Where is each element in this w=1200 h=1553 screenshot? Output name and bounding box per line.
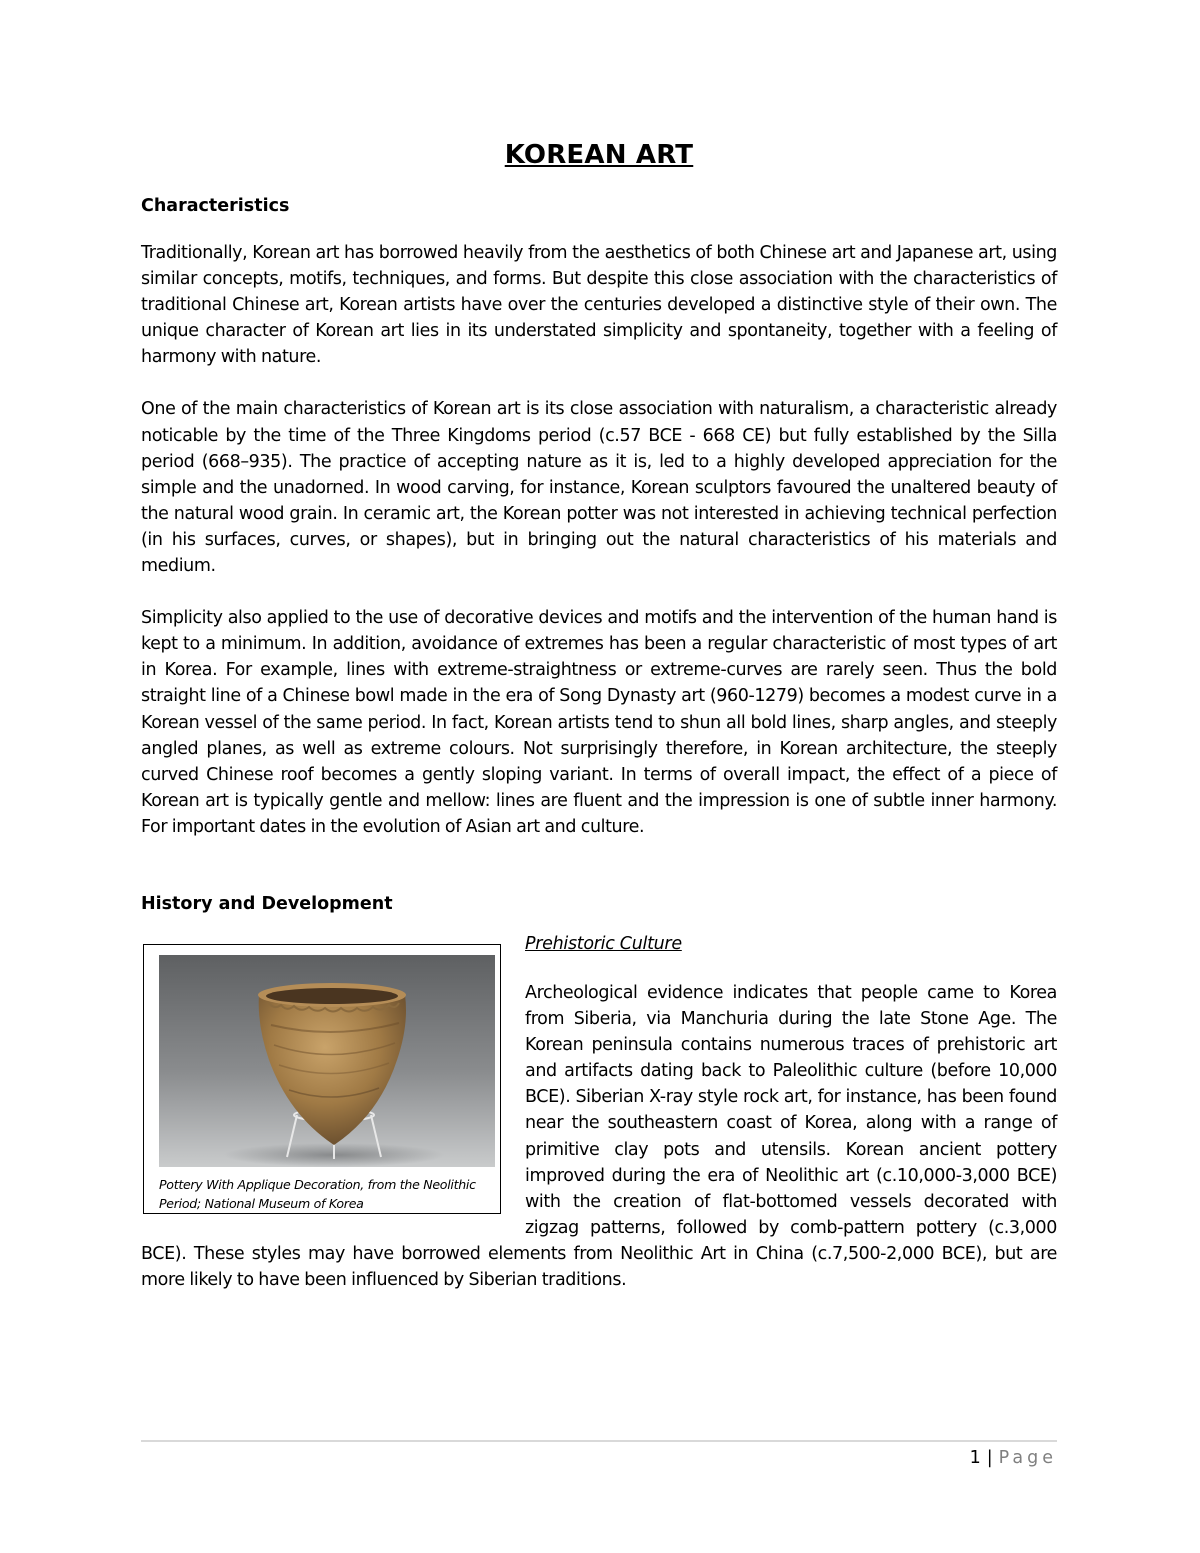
figure-pottery <box>143 944 501 1214</box>
paragraph: Simplicity also applied to the use of decorative devices and motifs and the intervention of the human hand is kept to a minimum. In addition, avoidance of extremes has been a regular characteristic of most types of art in Korea. For example, lines with extreme-straightness or extreme-curves are rarely seen. Thus the bold straight line of a Chinese bowl made in the era of Song Dynasty art (960-1279) becomes a modest curve in a Korean vessel of the same period. In fact, Korean artists tend to shun all bold lines, sharp angles, and steeply angled planes, as well as extreme colours. Not surprisingly therefore, in Korean architecture, the steeply curved Chinese roof becomes a gently sloping variant. In terms of overall impact, the effect of a piece of Korean art is typically gentle and mellow: lines are fluent and the impression is one of subtle inner harmony. For important dates in the evolution of Asian art and culture. <box>141 608 1057 837</box>
footer-separator: | <box>986 1448 993 1468</box>
footer-divider <box>141 1440 1057 1442</box>
figure-caption: Pottery With Applique Decoration, from the Neolithic Period; National Museum of Korea <box>159 1176 476 1211</box>
paragraph: One of the main characteristics of Korean art is its close association with naturalism, a characteristic already noticable by the time of the Three Kingdoms period (c.57 BCE - 668 CE) but fully established by the Silla period (668–935). The practice of accepting nature as it is, led to a highly developed appreciation for the simple and the unadorned. In wood carving, for instance, Korean sculptors favoured the unaltered beauty of the natural wood grain. In ceramic art, the Korean potter was not interested in achieving technical perfection (in his surfaces, curves, or shapes), but in bringing out the natural characteristics of his materials and medium. <box>141 399 1057 577</box>
neolithic-pottery-photo <box>159 955 495 1167</box>
section-heading-history: History and Development <box>141 893 393 914</box>
paragraph: Traditionally, Korean art has borrowed heavily from the aesthetics of both Chinese art and Japanese art, using similar concepts, motifs, techniques, and forms. But despite this close association with the characteristics of traditional Chinese art, Korean artists have over the centuries developed a distinctive style of their own. The unique character of Korean art lies in its understated simplicity and spontaneity, together with a feeling of harmony with nature. <box>141 243 1057 368</box>
section-heading-characteristics: Characteristics <box>141 196 290 216</box>
page-content <box>141 140 1057 1319</box>
page-label: Page <box>998 1448 1057 1468</box>
paragraph: Archeological evidence indicates that people came to Korea from Siberia, via Manchuria during the late Stone Age. The Korean peninsula contains numerous traces of prehistoric art and artifacts dating back to Paleolithic culture (before 10,000 BCE). Siberian X-ray style rock art, for instance, has been found near the southeastern coast of Korea, along with a range of primitive clay pots and utensils. Korean ancient pottery improved during the era of Neolithic art (c.10,000-3,000 BCE) with the creation of flat-bottomed vessels decorated with zigzag patterns, followed by comb-pattern pottery (c.3,000 BCE). These styles may have borrowed elements from Neolithic Art in China (c.7,500-2,000 BCE), but are more likely to have been influenced by Siberian traditions. <box>141 982 1057 1290</box>
page-footer <box>970 1448 1057 1468</box>
page-title: KOREAN ART <box>504 140 694 170</box>
page-number: 1 <box>969 1448 981 1468</box>
subheading-prehistoric-culture: Prehistoric Culture <box>525 933 682 954</box>
